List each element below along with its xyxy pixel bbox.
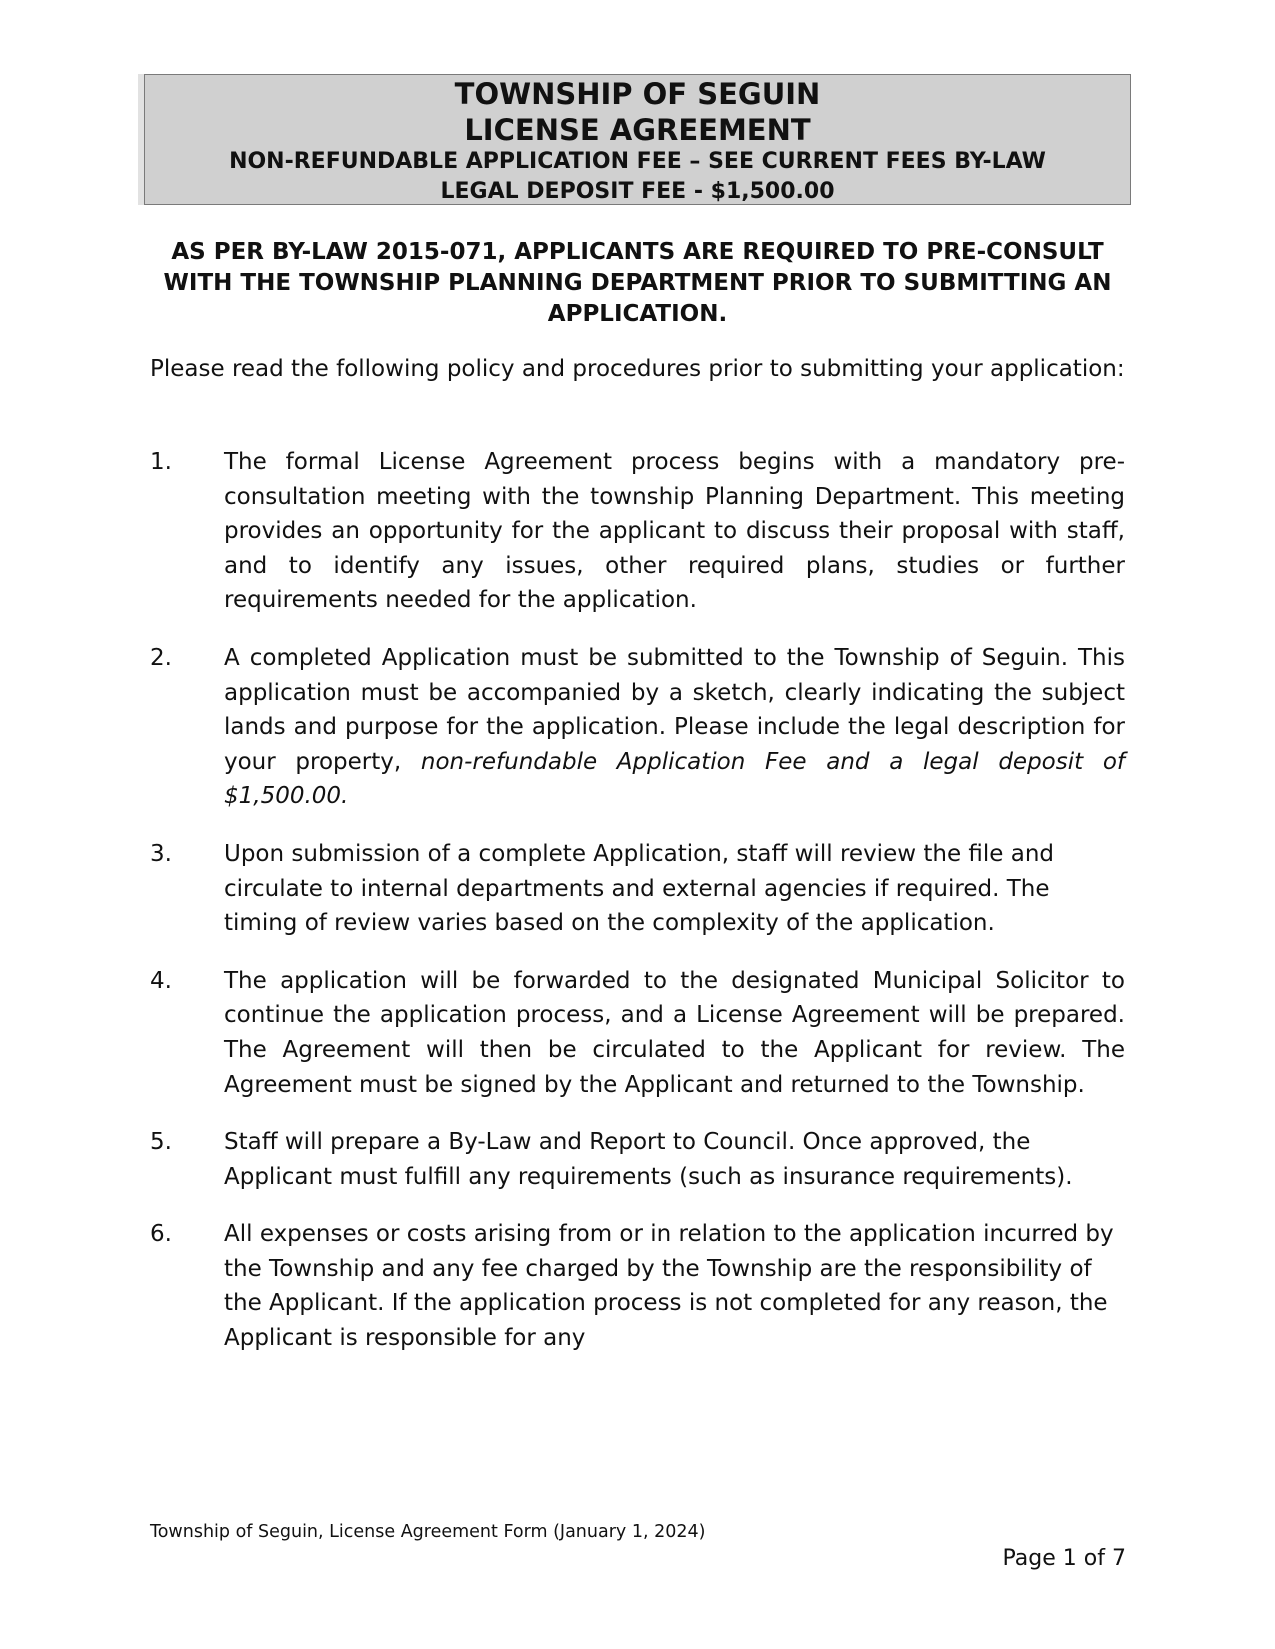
list-item-number: 2. [150,644,172,671]
list-item-number: 3. [150,840,172,867]
list-item-number: 6. [150,1221,172,1248]
procedure-list [150,445,1125,1379]
list-item-text-regular: A completed Application must be submitted to the Township of Seguin. This application must be accompanied by a sketch, clearly indicating the subject lands and purpose for the application. Please include the legal description for your property, [224,644,1125,775]
list-item [150,964,1125,1102]
intro-paragraph: Please read the following policy and procedures prior to submitting your application: [150,356,1125,382]
page-total: 7 [1112,1546,1126,1571]
list-item [150,1125,1125,1194]
list-item-text: The formal License Agreement process begins with a mandatory pre-consultation meeting with the township Planning Department. This meeting provides an opportunity for the applicant to discuss their proposal with staff, and to identify any issues, other required plans, studies or further requirements needed for the application. [224,449,1125,614]
page-label: Page [1002,1546,1056,1571]
list-item-number: 1. [150,449,172,475]
page-of: of [1083,1546,1105,1571]
pre-consult-notice: AS PER BY-LAW 2015-071, APPLICANTS ARE REQUIRED TO PRE-CONSULT WITH THE TOWNSHIP PLANNING DEPARTMENT PRIOR TO SUBMITTING AN APPLICATION. [163,239,1112,327]
list-item [150,641,1125,814]
legal-deposit-line: LEGAL DEPOSIT FEE - $1,500.00 [440,179,835,204]
application-fee-line: NON-REFUNDABLE APPLICATION FEE – SEE CURRENT FEES BY-LAW [229,149,1046,174]
list-item-text: All expenses or costs arising from or in relation to the application incurred by the Township and any fee charged by the Township are the responsibility of the Applicant. If the application process is not completed for any reason, the Applicant is responsible for any [224,1221,1114,1352]
footer-form-note: Township of Seguin, License Agreement Form (January 1, 2024) [150,1522,706,1542]
list-item [150,1217,1125,1355]
list-item-number: 4. [150,967,172,994]
page-current: 1 [1062,1546,1077,1571]
township-title: TOWNSHIP OF SEGUIN [454,77,821,111]
list-item-text: Upon submission of a complete Application, staff will review the file and circulate to internal departments and external agencies if required. The timing of review varies based on the complexity of the application. [224,840,1055,937]
document-title: LICENSE AGREEMENT [464,113,811,147]
list-item [150,445,1125,618]
list-item-number: 5. [150,1129,172,1156]
list-item-text [224,641,1125,814]
list-item [150,837,1125,941]
list-item-text-italic: non-refundable Application Fee and a legal deposit of $1,500.00. [224,748,1126,810]
list-item-text: The application will be forwarded to the designated Municipal Solicitor to continue the application process, and a License Agreement will be prepared. The Agreement will then be circulated to the Applicant for review. The Agreement must be signed by the Applicant and returned to the Township. [224,967,1125,1098]
page-number [1003,1545,1126,1573]
list-item-text: Staff will prepare a By-Law and Report to Council. Once approved, the Applicant must fulfill any requirements (such as insurance requirements). [224,1129,1073,1190]
header-box [144,74,1131,205]
